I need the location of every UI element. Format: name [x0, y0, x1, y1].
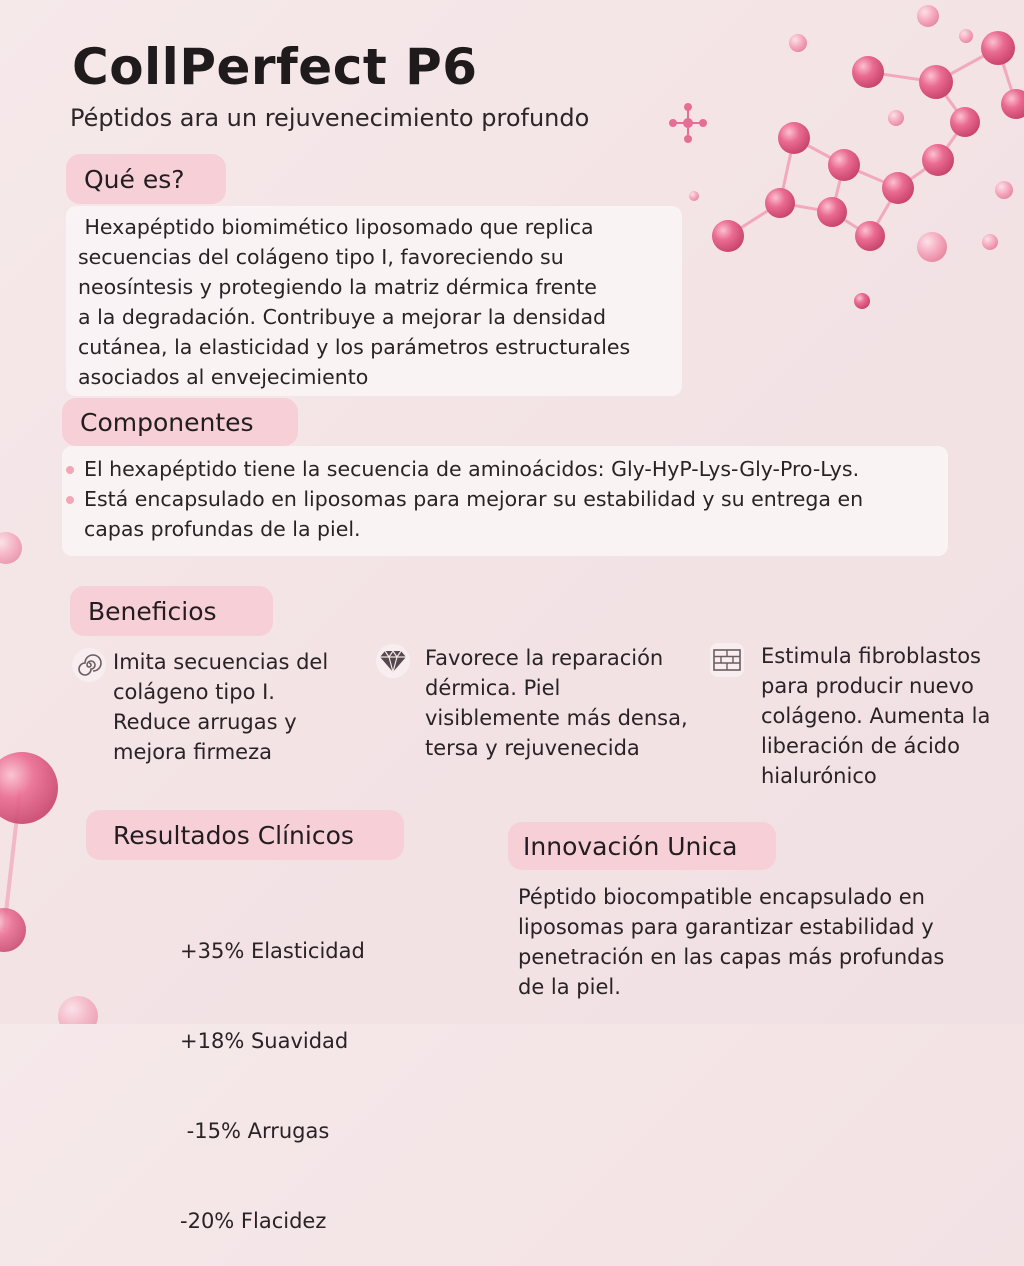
innovacion-line: de la piel. — [518, 975, 621, 999]
benefit-item — [113, 647, 353, 767]
innovacion-line: liposomas para garantizar estabilidad y — [518, 915, 934, 939]
resultado-item: -20% Flacidez — [180, 1209, 327, 1233]
list-item — [64, 454, 948, 484]
benefit-line: colágeno. Aumenta la — [761, 704, 991, 728]
resultados-heading — [86, 810, 404, 860]
benefit-line: colágeno tipo I. — [113, 680, 275, 704]
innovacion-line: Péptido biocompatible encapsulado en — [518, 885, 925, 909]
que-es-line: neosíntesis y protegiendo la matriz dérmica frente — [78, 275, 597, 299]
benefit-line: Estimula fibroblastos — [761, 644, 981, 668]
resultado-item: -15% Arrugas — [180, 1119, 330, 1143]
benefit-line: hialurónico — [761, 764, 877, 788]
resultado-item: +18% Suavidad — [180, 1029, 349, 1053]
diamond-icon — [376, 644, 410, 678]
resultados-list — [180, 876, 365, 1266]
page-title: CollPerfect P6 — [72, 38, 478, 96]
que-es-heading-label: Qué es? — [84, 164, 185, 194]
componentes-item-text: capas profundas de la piel. — [84, 517, 361, 541]
beneficios-heading-label: Beneficios — [88, 596, 217, 626]
que-es-line: a la degradación. Contribuye a mejorar la densidad — [78, 305, 607, 329]
que-es-line: Hexapéptido biomimético liposomado que replica — [78, 215, 594, 239]
componentes-heading — [62, 398, 298, 446]
small-molecule-icon — [669, 103, 707, 143]
benefit-line: mejora firmeza — [113, 740, 272, 764]
benefit-line: tersa y rejuvenecida — [425, 736, 640, 760]
innovacion-line: penetración en las capas más profundas — [518, 945, 945, 969]
que-es-line: cutánea, la elasticidad y los parámetros estructurales — [78, 335, 631, 359]
componentes-item-text: Está encapsulado en liposomas para mejorar su estabilidad y su entrega en — [84, 487, 864, 511]
componentes-list — [64, 454, 948, 544]
bullet-dot — [66, 496, 74, 504]
spiral-icon — [72, 648, 106, 682]
benefit-line: liberación de ácido — [761, 734, 960, 758]
resultados-heading-label: Resultados Clínicos — [113, 820, 354, 850]
beneficios-heading — [70, 586, 273, 636]
que-es-text — [78, 212, 682, 392]
benefit-line: Imita secuencias del — [113, 650, 329, 674]
que-es-line: asociados al envejecimiento — [78, 365, 369, 389]
componentes-heading-label: Componentes — [80, 407, 254, 437]
innovacion-heading-label: Innovación Unica — [523, 831, 738, 861]
innovacion-heading — [508, 822, 776, 870]
que-es-line: secuencias del colágeno tipo I, favoreciendo su — [78, 245, 564, 269]
benefit-line: Favorece la reparación — [425, 646, 664, 670]
benefit-line: Reduce arrugas y — [113, 710, 297, 734]
componentes-item-text: El hexapéptido tiene la secuencia de aminoácidos: Gly-HyP-Lys-Gly-Pro-Lys. — [84, 457, 860, 481]
benefit-line: visiblemente más densa, — [425, 706, 688, 730]
page-subtitle: Péptidos ara un rejuvenecimiento profundo — [70, 104, 590, 132]
benefit-item — [761, 641, 1019, 791]
list-item — [64, 484, 948, 544]
brick-wall-icon — [710, 643, 744, 677]
componentes-panel — [62, 446, 948, 556]
resultado-item: +35% Elasticidad — [180, 939, 365, 963]
innovacion-text — [518, 882, 998, 1002]
benefit-item — [425, 643, 705, 763]
bullet-dot — [66, 466, 74, 474]
que-es-heading — [66, 154, 226, 204]
benefit-line: dérmica. Piel — [425, 676, 561, 700]
que-es-panel — [66, 206, 682, 396]
benefit-line: para producir nuevo — [761, 674, 974, 698]
